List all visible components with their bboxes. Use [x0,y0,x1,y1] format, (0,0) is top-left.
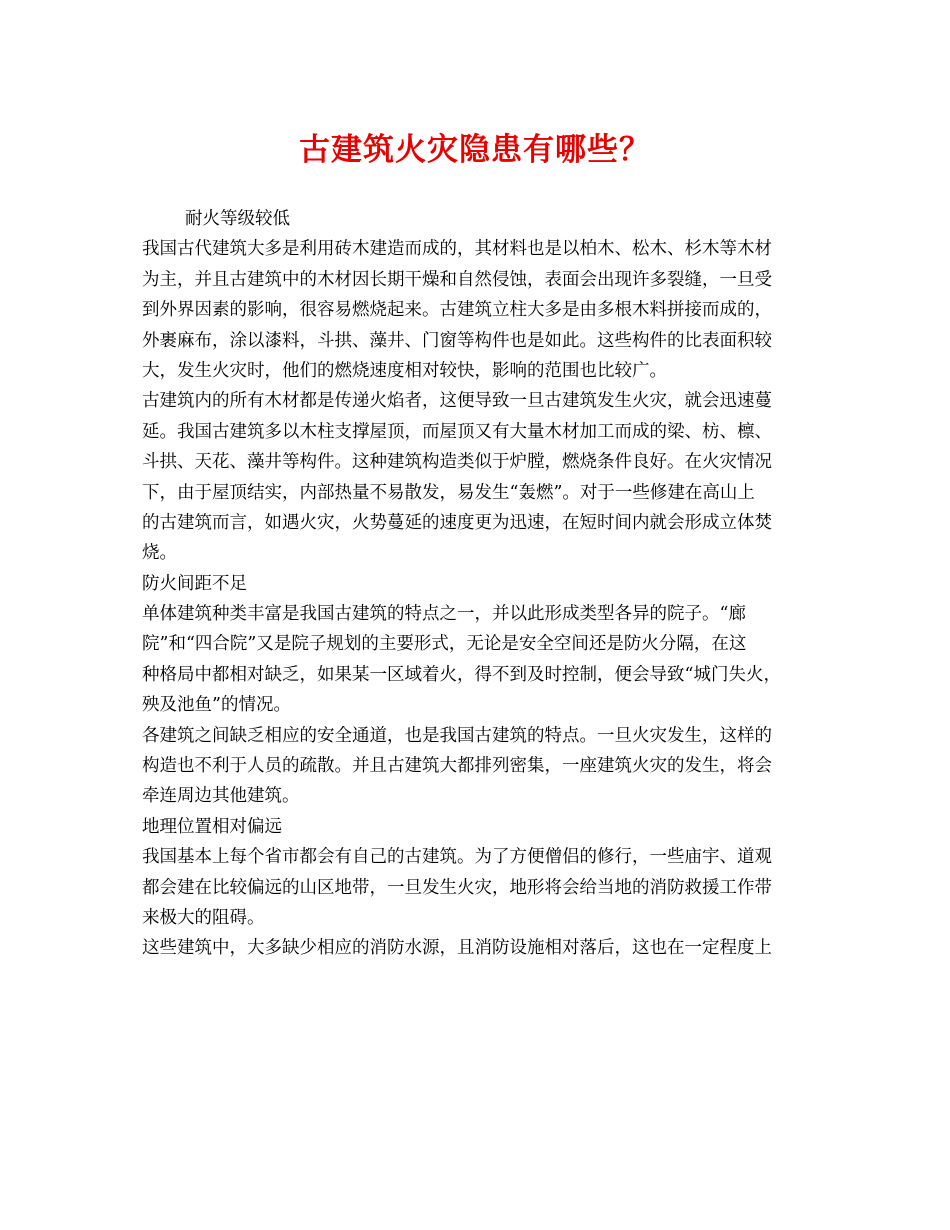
section-heading-remote-location: 地理位置相对偏远 [142,816,282,837]
body-line: 为主，并且古建筑中的木材因长期干燥和自然侵蚀，表面会出现许多裂缝，一旦受 [142,269,772,290]
body-line: 单体建筑种类丰富是我国古建筑的特点之一，并以此形成类型各异的院子。“廊 [142,604,746,625]
section-heading-fire-rating: 耐火等级较低 [185,209,290,229]
section-heading-fire-spacing: 防火间距不足 [142,573,247,594]
body-line: 外裹麻布，涂以漆料，斗拱、藻井、门窗等构件也是如此。这些构件的比表面积较 [142,330,772,351]
body-line: 古建筑内的所有木材都是传递火焰者，这便导致一旦古建筑发生火灾，就会迅速蔓 [142,391,772,412]
document-title: 古建筑火灾隐患有哪些？ [299,132,651,168]
body-line: 都会建在比较偏远的山区地带，一旦发生火灾，地形将会给当地的消防救援工作带 [142,877,772,898]
body-line: 到外界因素的影响，很容易燃烧起来。古建筑立柱大多是由多根木料拼接而成的， [142,300,772,321]
body-line: 院”和“四合院”又是院子规划的主要形式，无论是安全空间还是防火分隔，在这 [142,634,747,655]
body-line: 大，发生火灾时，他们的燃烧速度相对较快，影响的范围也比较广。 [142,360,667,381]
body-line: 种格局中都相对缺乏，如果某一区域着火，得不到及时控制，便会导致“城门失火， [142,664,781,685]
body-line: 烧。 [142,543,177,564]
body-line: 这些建筑中，大多缺少相应的消防水源，且消防设施相对落后，这也在一定程度上 [142,938,772,959]
body-line: 我国古代建筑大多是利用砖木建造而成的，其材料也是以柏木、松木、杉木等木材 [142,239,772,260]
body-line: 下，由于屋顶结实，内部热量不易散发，易发生“轰燃”。对于一些修建在高山上 [142,482,755,503]
body-line: 我国基本上每个省市都会有自己的古建筑。为了方便僧侣的修行，一些庙宇、道观 [142,847,772,868]
body-line: 来极大的阻碍。 [142,907,265,928]
body-line: 的古建筑而言，如遇火灾，火势蔓延的速度更为迅速，在短时间内就会形成立体焚 [142,512,772,533]
body-line: 牵连周边其他建筑。 [142,786,300,807]
document-body [142,204,822,964]
body-line: 构造也不利于人员的疏散。并且古建筑大都排列密集，一座建筑火灾的发生，将会 [142,756,772,777]
body-line: 殃及池鱼”的情况。 [142,695,291,716]
body-line: 各建筑之间缺乏相应的安全通道，也是我国古建筑的特点。一旦火灾发生，这样的 [142,725,772,746]
body-line: 延。我国古建筑多以木柱支撑屋顶，而屋顶又有大量木材加工而成的梁、枋、檩、 [142,421,772,442]
body-line: 斗拱、天花、藻井等构件。这种建筑构造类似于炉膛，燃烧条件良好。在火灾情况 [142,452,772,473]
